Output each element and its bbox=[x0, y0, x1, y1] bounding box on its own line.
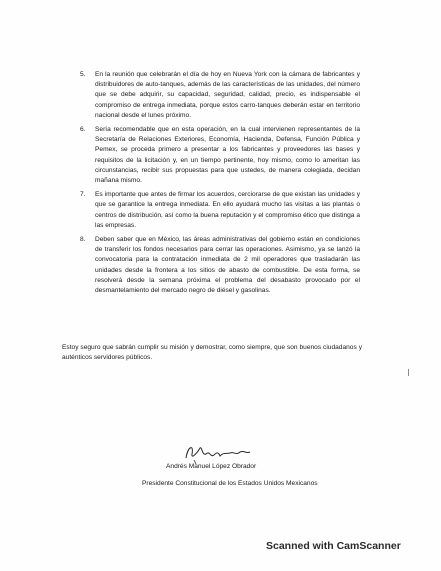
signer-name: Andrés Manuel López Obrador bbox=[166, 463, 257, 470]
list-item bbox=[80, 125, 360, 186]
item-text: Sería recomendable que en esta operación, en la cual intervienen representantes de la Secretaría de Relaciones Exteriores, Economía, Hacienda, Defensa, Función Pública y Pemex, se proceda primero a presentar a los fabricantes y proveedores las bases y requisitos de la licitación y, en un tiempo pertinente, hoy mismo, como lo ameritan las circunstancias, recibir sus propuestas para que ustedes, de manera colegiada, decidan mañana mismo. bbox=[95, 126, 360, 185]
item-text: En la reunión que celebrarán el día de hoy en Nueva York con la cámara de fabricantes y distribuidores de auto-tanques, además de las características de las unidades, del número que se debe adquirir, su capacidad, seguridad, calidad, precio, es indispensable el compromiso de entrega inmediata, porque estos carro-tanques deberán estar en territorio nacional desde el lunes próximo. bbox=[95, 71, 360, 119]
item-text: Deben saber que en México, las áreas administrativas del gobierno están en condiciones de transferir los fondos necesarios para cerrar las operaciones. Asimismo, ya se lanzó la convocatoria para la contratación inmediata de 2 mil operadores que trasladarán las unidades desde la frontera a los sitios de abasto de combustible. De esta forma, se resolverá desde la semana próxima el problema del desabasto provocado por el desmantelamiento del mercado negro de diésel y gasolinas. bbox=[95, 236, 360, 295]
item-number: 5. bbox=[80, 71, 86, 78]
list-item bbox=[80, 70, 360, 121]
list-item bbox=[80, 190, 360, 231]
list-item bbox=[80, 235, 360, 296]
numbered-list bbox=[80, 70, 360, 300]
margin-mark bbox=[408, 369, 409, 376]
signer-title: Presidente Constitucional de los Estados Unidos Mexicanos bbox=[142, 480, 318, 487]
item-number: 7. bbox=[80, 191, 86, 199]
closing-paragraph: Estoy seguro que sabrán cumplir su misión y demostrar, como siempre, que son buenos ciudadanos y auténticos servidores públicos. bbox=[62, 344, 362, 362]
item-text: Es importante que antes de firmar los acuerdos, cerciorarse de que existan las unidades y que se garantice la entrega inmediata. En ello ayudará mucho las visitas a las plantas o centros de distribución, así como la buena reputación y el compromiso ético que distinga a las empresas. bbox=[95, 191, 360, 229]
item-number: 8. bbox=[80, 236, 86, 244]
item-number: 6. bbox=[80, 126, 86, 134]
scanner-watermark: Scanned with CamScanner bbox=[266, 540, 401, 552]
